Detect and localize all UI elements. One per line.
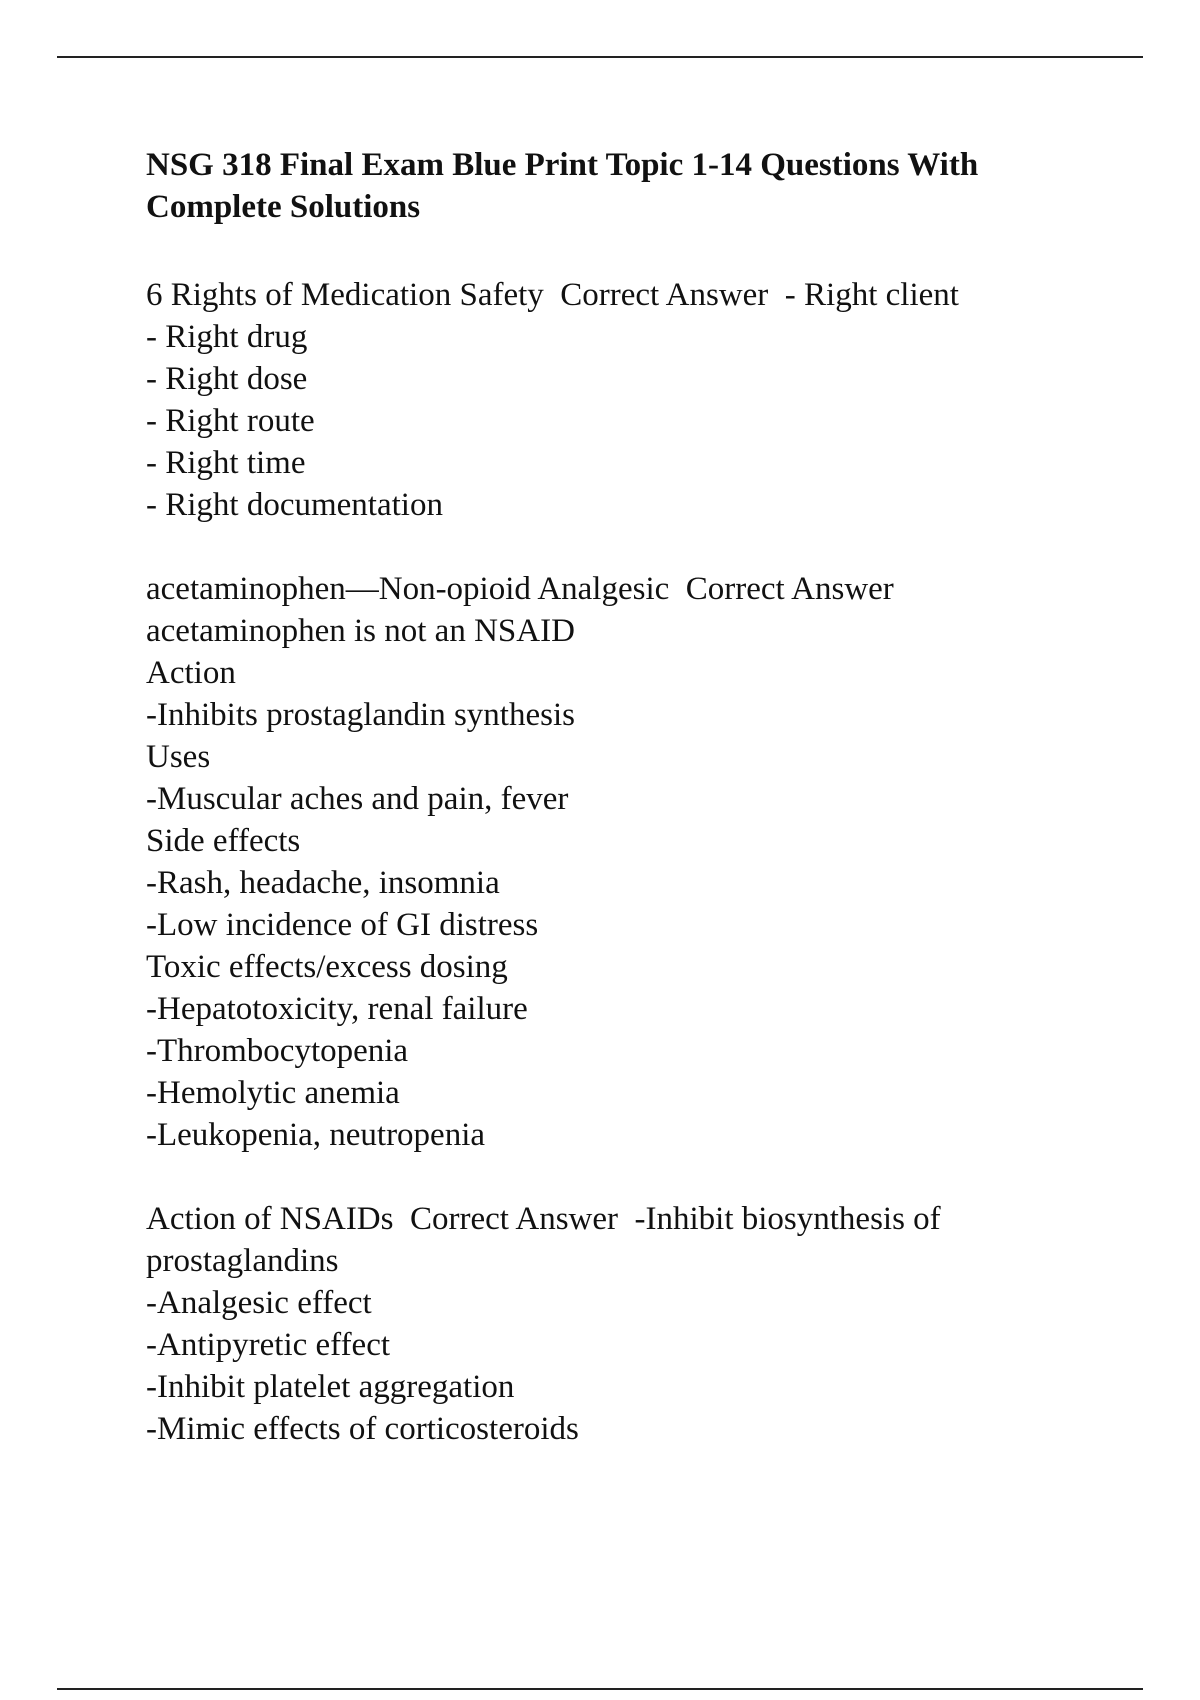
entry-line: -Rash, headache, insomnia [146,865,500,901]
entry-line: Action of NSAIDs Correct Answer -Inhibit biosynthesis of [146,1201,941,1237]
qa-entry-nsaid-action [146,1198,1106,1450]
entry-line: -Hemolytic anemia [146,1075,400,1111]
qa-entry-medication-rights [146,274,1106,526]
entry-line: - Right route [146,403,315,439]
entry-line: -Mimic effects of corticosteroids [146,1411,579,1447]
header-divider [57,56,1143,58]
entry-line: Side effects [146,823,301,859]
entry-line: Uses [146,739,211,775]
entry-line: -Antipyretic effect [146,1327,391,1363]
entry-line: -Leukopenia, neutropenia [146,1117,486,1153]
entry-line: -Analgesic effect [146,1285,372,1321]
entry-line: Toxic effects/excess dosing [146,949,508,985]
entry-line: -Inhibit platelet aggregation [146,1369,515,1405]
entry-line: -Inhibits prostaglandin synthesis [146,697,575,733]
entry-line: 6 Rights of Medication Safety Correct Answer - Right client [146,277,959,313]
qa-entry-acetaminophen [146,568,1106,1156]
entry-line: - Right drug [146,319,308,355]
entry-line: prostaglandins [146,1243,339,1279]
entry-line: acetaminophen is not an NSAID [146,613,575,649]
entry-line: - Right time [146,445,306,481]
entry-line: -Muscular aches and pain, fever [146,781,569,817]
entry-line: - Right dose [146,361,308,397]
document-body [146,144,1106,1492]
entry-line: - Right documentation [146,487,443,523]
entry-line: -Thrombocytopenia [146,1033,409,1069]
entry-line: Action [146,655,236,691]
entry-line: -Low incidence of GI distress [146,907,539,943]
entry-line: -Hepatotoxicity, renal failure [146,991,528,1027]
footer-divider [57,1688,1143,1690]
entry-line: acetaminophen—Non-opioid Analgesic Correct Answer [146,571,894,607]
document-title: NSG 318 Final Exam Blue Print Topic 1-14 Questions With Complete Solutions [146,147,979,225]
